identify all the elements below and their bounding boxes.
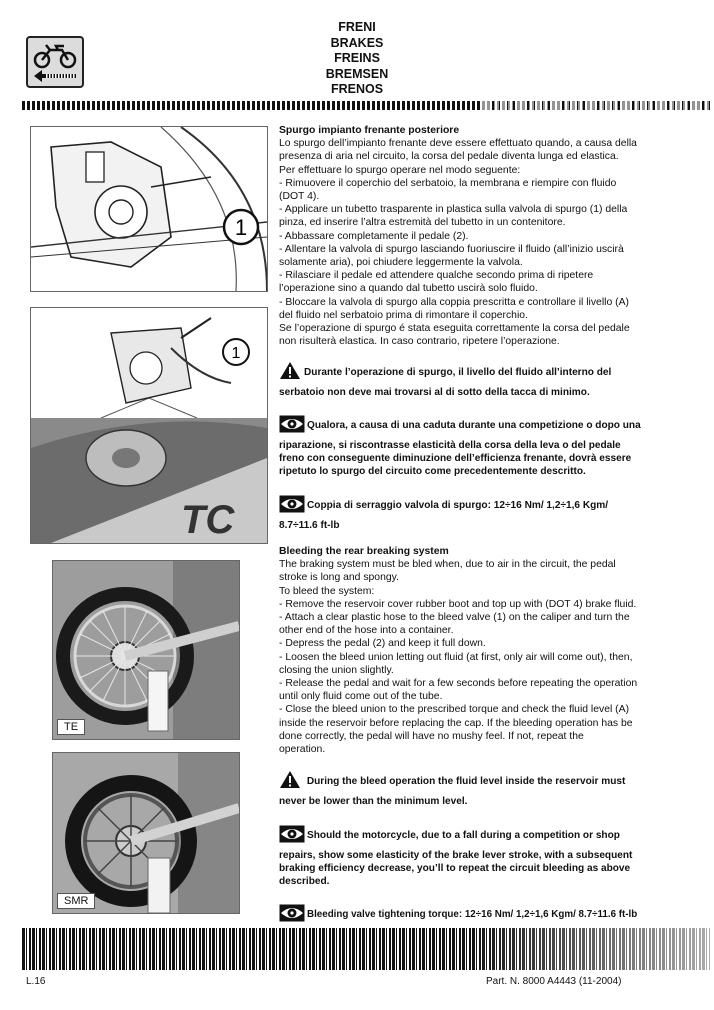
it-line: l’operazione sino a quando dal tubetto uscirà solo fluido. [279, 283, 538, 295]
en-torque-line: Bleeding valve tightening torque: 12÷16 Nm/ 1,2÷1,6 Kgm/ 8.7÷11.6 ft-lb [307, 909, 638, 920]
it-line: - Rilasciare il pedale ed attendere qualche secondo prima di ripetere [279, 270, 594, 282]
eye-icon [279, 495, 305, 513]
rear-wheel-te-figure [52, 560, 240, 740]
title-es: FRENOS [330, 82, 384, 96]
english-note [279, 825, 699, 888]
it-line: - Abbassare completamente il pedale (2). [279, 230, 469, 242]
eye-icon [279, 415, 305, 433]
english-procedure [279, 545, 694, 756]
fig2-callout: 1 [231, 345, 241, 362]
eye-icon [279, 825, 305, 843]
fig2-logo: TC [181, 498, 235, 542]
it-torque-line: Coppia di serraggio valvola di spurgo: 12÷16 Nm/ 1,2÷1,6 Kgm/ [307, 500, 609, 511]
it-line: - Bloccare la valvola di spurgo alla coppia prescritta e controllare il livello (A) [279, 296, 629, 308]
it-line: Per effettuare lo spurgo operare nel modo seguente: [279, 164, 521, 176]
it-line: solamente aria), poi chiudere leggermente la valvola. [279, 257, 523, 269]
top-bar-fade [480, 101, 710, 110]
title-de: BREMSEN [325, 66, 389, 81]
fig1-callout: 1 [234, 215, 248, 240]
title-en: BRAKES [330, 35, 384, 50]
en-line: other end of the hose into a container. [279, 625, 454, 637]
it-line: - Rimuovere il coperchio del serbatoio, la membrana e riempire con fluido [279, 177, 617, 189]
italian-warning [279, 361, 694, 399]
en-line: until only fluid come out of the tube. [279, 691, 443, 703]
fig3-label: TE [57, 719, 85, 735]
italian-procedure [279, 124, 694, 348]
page-number: L.16 [26, 976, 46, 987]
en-line: inside the reservoir before replacing the cap. If the bleeding operation has be [279, 717, 633, 729]
caliper-drawing-figure [30, 126, 268, 292]
en-line: stroke is long and spongy. [279, 572, 399, 584]
en-line: operation. [279, 744, 326, 756]
it-line: Se l’operazione di spurgo é stata eseguita correttamente la corsa del pedale [279, 323, 630, 335]
rear-wheel-smr-figure [52, 752, 240, 914]
page-titles [240, 20, 474, 98]
it-note-line: ripetuto lo spurgo del circuito come precedentemente descritto. [279, 466, 586, 477]
it-line: (DOT 4). [279, 191, 320, 203]
en-line: - Attach a clear plastic hose to the bleed valve (1) on the caliper and turn the [279, 612, 630, 624]
en-warning-line: never be lower than the minimum level. [279, 796, 468, 807]
it-line: Lo spurgo dell’impianto frenante deve essere effettuato quando, a causa della [279, 138, 637, 150]
it-line: non risulterà elastica. In caso contrario, ripetere l’operazione. [279, 336, 560, 348]
english-torque [279, 904, 699, 926]
en-note-line: Should the motorcycle, due to a fall during a competition or shop [307, 830, 620, 841]
en-line: - Remove the reservoir cover rubber boot and top up with (DOT 4) brake fluid. [279, 598, 637, 610]
caliper-photo-figure [30, 307, 268, 544]
english-warning [279, 770, 694, 808]
en-line: - Close the bleed union to the prescribed torque and check the fluid level (A) [279, 704, 630, 716]
en-note-line: braking efficiency decrease, you’ll to repeat the circuit bleeding as above [279, 863, 631, 874]
english-heading: Bleeding the rear breaking system [279, 546, 449, 557]
it-warning-line: serbatoio non deve mai trovarsi al di sotto della tacca di minimo. [279, 387, 590, 398]
bottom-bar-fade [470, 928, 710, 970]
en-line: - Loosen the bleed union letting out fluid (at first, only air will come out), then, [279, 651, 633, 663]
it-line: - Applicare un tubetto trasparente in plastica sulla valvola di spurgo (1) della [279, 204, 628, 216]
en-line: - Release the pedal and wait for a few seconds before repeating the operation [279, 678, 638, 690]
motorcycle-arrow-icon [26, 36, 84, 88]
it-warning-line: Durante l’operazione di spurgo, il livello del fluido all’interno del [304, 367, 612, 378]
en-line: done correctly, the pedal will have no mushy feel. If not, repeat the [279, 730, 584, 742]
it-line: presenza di aria nel circuito, la corsa del pedale diventa lunga ed elastica. [279, 151, 619, 163]
it-note-line: freno con conseguente diminuzione dell’efficienza frenante, dovrà essere [279, 453, 632, 464]
part-number: Part. N. 8000 A4443 (11-2004) [486, 976, 622, 987]
it-line: - Allentare la valvola di spurgo lasciando fuoriuscire il fluido (all’inizio uscirà [279, 243, 624, 255]
en-line: closing the union slightly. [279, 664, 394, 676]
warning-triangle-icon [279, 770, 301, 789]
en-note-line: described. [279, 876, 330, 887]
warning-triangle-icon [279, 361, 301, 380]
en-warning-line: During the bleed operation the fluid level inside the reservoir must [306, 776, 626, 787]
italian-heading: Spurgo impianto frenante posteriore [279, 125, 460, 136]
it-note-line: Qualora, a causa di una caduta durante una competizione o dopo una [307, 420, 641, 431]
eye-icon [279, 904, 305, 922]
it-note-line: riparazione, si riscontrasse elasticità della corsa della leva o del pedale [279, 440, 621, 451]
fig4-label: SMR [57, 893, 95, 909]
title-it: FRENI [338, 20, 376, 34]
it-torque-line: 8.7÷11.6 ft-lb [279, 520, 340, 531]
en-note-line: repairs, show some elasticity of the brake lever stroke, with a subsequent [279, 850, 633, 861]
title-fr: FREINS [334, 51, 380, 65]
en-line: To bleed the system: [279, 585, 375, 597]
it-line: del fluido nel serbatoio prima di rimontare il coperchio. [279, 309, 528, 321]
italian-note [279, 415, 699, 478]
en-line: The braking system must be bled when, due to air in the circuit, the pedal [279, 559, 616, 571]
it-line: pinza, ed inserire l’altra estremità del tubetto in un contenitore. [279, 217, 566, 229]
italian-torque [279, 495, 694, 532]
en-line: - Depress the pedal (2) and keep it full down. [279, 638, 486, 650]
